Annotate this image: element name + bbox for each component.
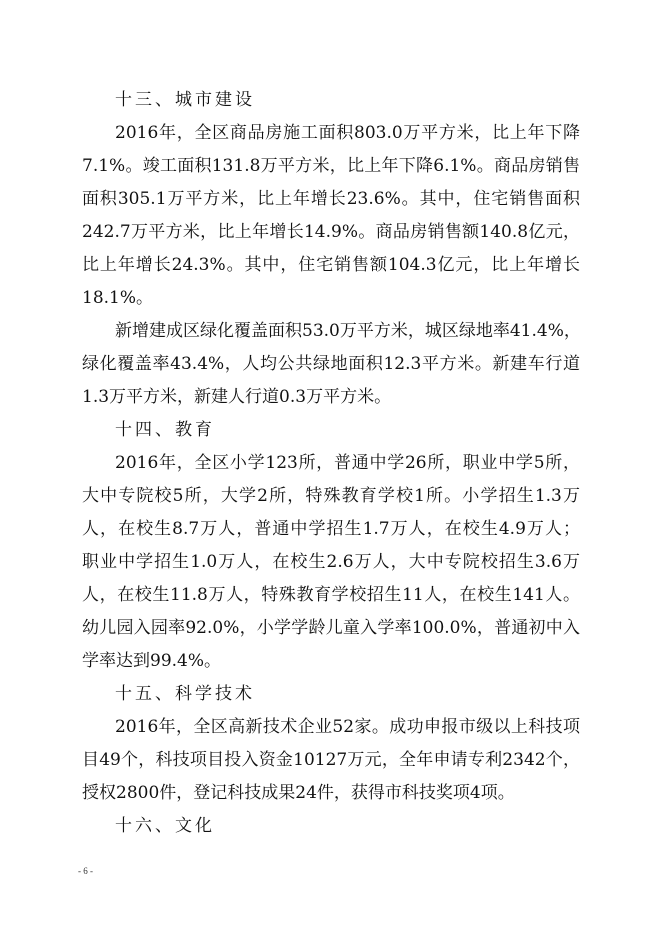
text-line: 授权2800件，登记科技成果24件，获得市科技奖项4项。	[82, 783, 515, 803]
text-line: 242.7万平方米，比上年增长14.9%。商品房销售额140.8亿元，	[82, 222, 580, 242]
text-line: 面积305.1万平方米，比上年增长23.6%。其中，住宅销售面积	[82, 189, 580, 209]
text-line: 职业中学招生1.0万人，在校生2.6万人，大中专院校招生3.6万	[82, 552, 580, 572]
section-heading: 十五、科学技术	[115, 684, 255, 704]
text-line: 目49个，科技项目投入资金10127万元，全年申请专利2342个，	[82, 750, 580, 770]
text-line: 大中专院校5所，大学2所，特殊教育学校1所。小学招生1.3万	[82, 486, 580, 506]
section-heading: 十三、城市建设	[115, 90, 255, 110]
text-line: 幼儿园入园率92.0%，小学学龄儿童入学率100.0%，普通初中入	[82, 618, 580, 638]
section-heading: 十四、教育	[115, 420, 215, 440]
text-line: 绿化覆盖率43.4%，人均公共绿地面积12.3平方米。新建车行道	[82, 354, 580, 374]
paragraph	[82, 117, 580, 315]
text-line: 2016年，全区商品房施工面积803.0万平方米，比上年下降	[115, 123, 580, 143]
paragraph	[82, 315, 580, 414]
text-line: 1.3万平方米，新建人行道0.3万平方米。	[82, 387, 392, 407]
paragraph	[82, 711, 580, 810]
text-line: 比上年增长24.3%。其中，住宅销售额104.3亿元，比上年增长	[82, 255, 580, 275]
text-line: 7.1%。竣工面积131.8万平方米，比上年下降6.1%。商品房销售	[82, 156, 580, 176]
section-heading: 十六、文化	[115, 816, 215, 836]
text-line: 2016年，全区高新技术企业52家。成功申报市级以上科技项	[115, 717, 580, 737]
text-line: 学率达到99.4%。	[82, 651, 222, 671]
text-line: 2016年，全区小学123所，普通中学26所，职业中学5所，	[115, 453, 580, 473]
text-line: 人，在校生11.8万人，特殊教育学校招生11人，在校生141人。	[82, 585, 580, 605]
text-line: 新增建成区绿化覆盖面积53.0万平方米，城区绿地率41.4%，	[115, 321, 581, 341]
text-line: 人，在校生8.7万人，普通中学招生1.7万人，在校生4.9万人；	[82, 519, 580, 539]
page-number: - 6 -	[78, 866, 93, 876]
text-line: 18.1%。	[82, 288, 154, 308]
paragraph	[82, 447, 580, 678]
document-body	[82, 84, 580, 843]
